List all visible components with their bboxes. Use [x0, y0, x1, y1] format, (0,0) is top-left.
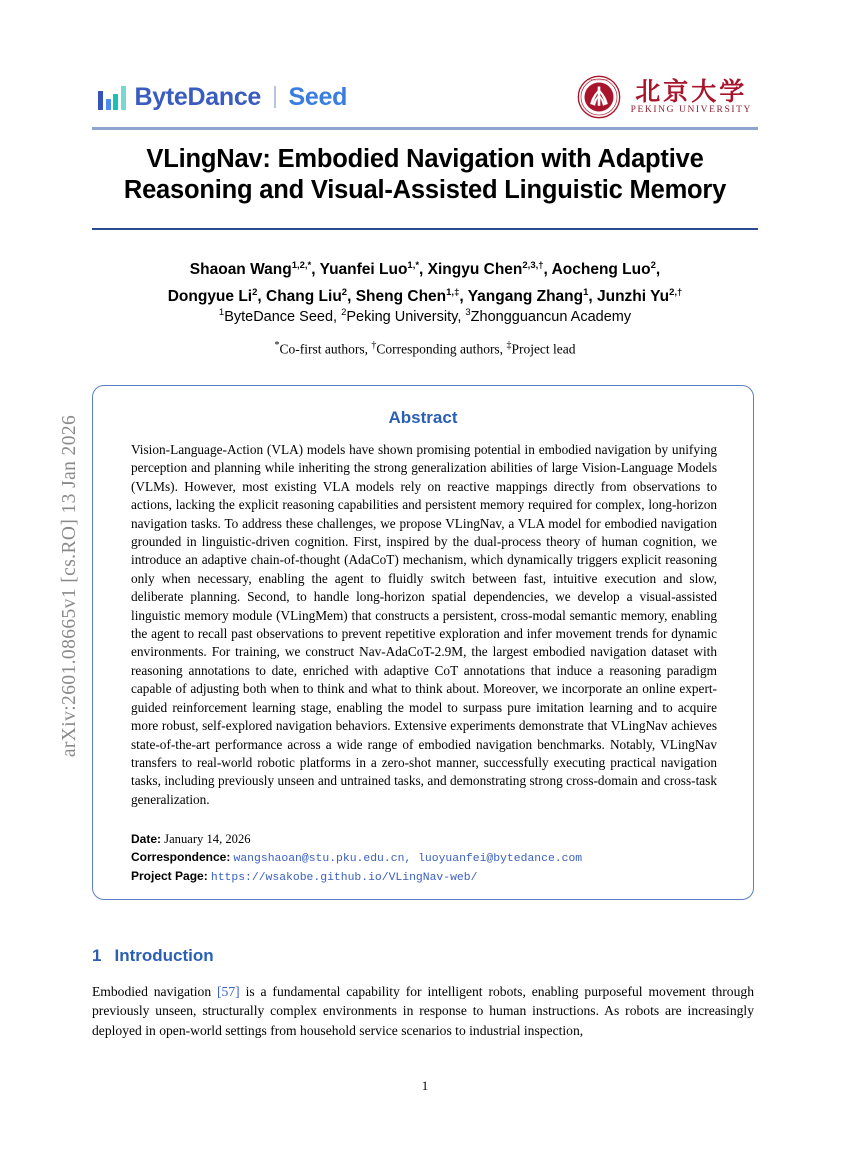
author-list	[100, 254, 750, 308]
author-line-1: Shaoan Wang$^{1,2,*}$, Yuanfei Luo$^{1,*}$, Xingyu Chen$^{2,3,\dagger}$, Aocheng Luo$^2$,	[189, 260, 661, 279]
peking-university-names	[630, 76, 752, 116]
arxiv-identifier-text: arXiv:2601.08665v1 [cs.RO] 13 Jan 2026	[59, 414, 80, 758]
abstract-heading: Abstract	[388, 408, 458, 427]
author-footnotes: *Co-first authors, †Corresponding authors, ‡Project lead	[274, 340, 576, 357]
bytedance-seed-logo	[90, 83, 347, 112]
section-number: 1	[92, 946, 102, 965]
abstract-metadata	[131, 831, 717, 888]
introduction-paragraph	[92, 982, 754, 1040]
meta-row-date	[131, 831, 717, 849]
abstract-box	[92, 385, 754, 900]
arxiv-stamp	[0, 0, 90, 1150]
title-divider-rule	[92, 228, 758, 230]
meta-row-correspondence	[131, 849, 717, 869]
correspondence-emails[interactable]: wangshaoan@stu.pku.edu.cn, luoyuanfei@bytedance.com	[233, 852, 583, 865]
bytedance-bars-icon	[98, 84, 126, 110]
intro-text-after-citation: is a fundamental capability for intelligent robots, enabling purposeful movement through previously unseen, structurally complex environments in response to human instructions. As robots are increasingly deployed in open-world settings from household service scenarios to industrial inspection,	[92, 984, 754, 1038]
correspondence-label: Correspondence:	[131, 849, 231, 864]
peking-university-logo	[577, 75, 760, 119]
page-header	[90, 72, 760, 122]
page-title: VLingNav: Embodied Navigation with Adaptive Reasoning and Visual-Assisted Linguistic Memory	[123, 145, 727, 204]
abstract-text: Vision-Language-Action (VLA) models have shown promising potential in embodied navigation by unifying perception and planning while inheriting the strong generalization abilities of large Vision-Language Models (VLMs). However, most existing VLA models rely on reactive mappings directly from observations to actions, lacking the explicit reasoning capabilities and persistent memory required for complex, long-horizon navigation tasks. To address these challenges, we propose VLingNav, a VLA model for embodied navigation grounded in linguistic-driven cognition. First, inspired by the dual-process theory of human cognition, we introduce an adaptive chain-of-thought (AdaCoT) mechanism, which dynamically triggers explicit reasoning only when necessary, enabling the agent to fluidly switch between fast, intuitive execution and slow, deliberate planning. Second, to handle long-horizon spatial dependencies, we develop a visual-assisted linguistic memory module (VLingMem) that constructs a persistent, cross-modal semantic memory, enabling the agent to recall past observations to prevent repetitive exploration and infer movement trends for dynamic environments. For training, we construct Nav-AdaCoT-2.9M, the largest embodied navigation dataset with reasoning annotations to date, enriched with adaptive CoT annotations that induce a reasoning paradigm capable of adjusting both when to think and what to think about. Moreover, we incorporate an online expert-guided reinforcement learning stage, enabling the model to surpass pure imitation learning and to acquire more robust, self-explored navigation behaviors. Extensive experiments demonstrate that VLingNav achieves state-of-the-art performance across a wide range of embodied navigation benchmarks. Notably, VLingNav transfers to real-world robotic platforms in a zero-shot manner, successfully executing practical navigation tasks, including previously unseen and untrained tasks, and demonstrating strong cross-domain and cross-task generalization.	[131, 442, 717, 807]
project-page-label: Project Page:	[131, 869, 208, 884]
author-line-2: Dongyue Li$^2$, Chang Liu$^2$, Sheng Chen$^{1,\ddagger}$, Yangang Zhang$^1$, Junzhi $Yu^{2,\dagger}$	[167, 287, 683, 306]
date-label: Date:	[131, 832, 162, 846]
paper-page	[90, 0, 760, 1150]
bytedance-wordmark: ByteDance	[134, 82, 262, 111]
date-value: January 14, 2026	[164, 832, 251, 846]
section-heading-introduction	[92, 946, 214, 966]
svg-text:PEKING UNIVERSITY: PEKING UNIVERSITY	[587, 79, 610, 82]
header-divider-rule	[92, 127, 758, 130]
page-number: 1	[421, 1078, 429, 1093]
seed-wordmark: Seed	[288, 82, 348, 111]
peking-university-english-name: PEKING UNIVERSITY	[630, 104, 752, 115]
affiliation-list: $^1$ByteDance Seed, $^2$Peking University, $^3$Zhongguancun Academy	[218, 307, 632, 325]
intro-text-before-citation: Embodied navigation	[92, 984, 218, 999]
meta-row-project-page	[131, 868, 717, 888]
peking-university-chinese-name: 北京大学	[635, 76, 748, 106]
section-title: Introduction	[114, 946, 214, 965]
citation-link-57[interactable]: [57]	[217, 984, 240, 999]
logo-divider	[274, 86, 276, 108]
peking-university-seal-icon	[577, 75, 621, 119]
project-page-link[interactable]: https://wsakobe.github.io/VLingNav-web/	[210, 872, 478, 885]
